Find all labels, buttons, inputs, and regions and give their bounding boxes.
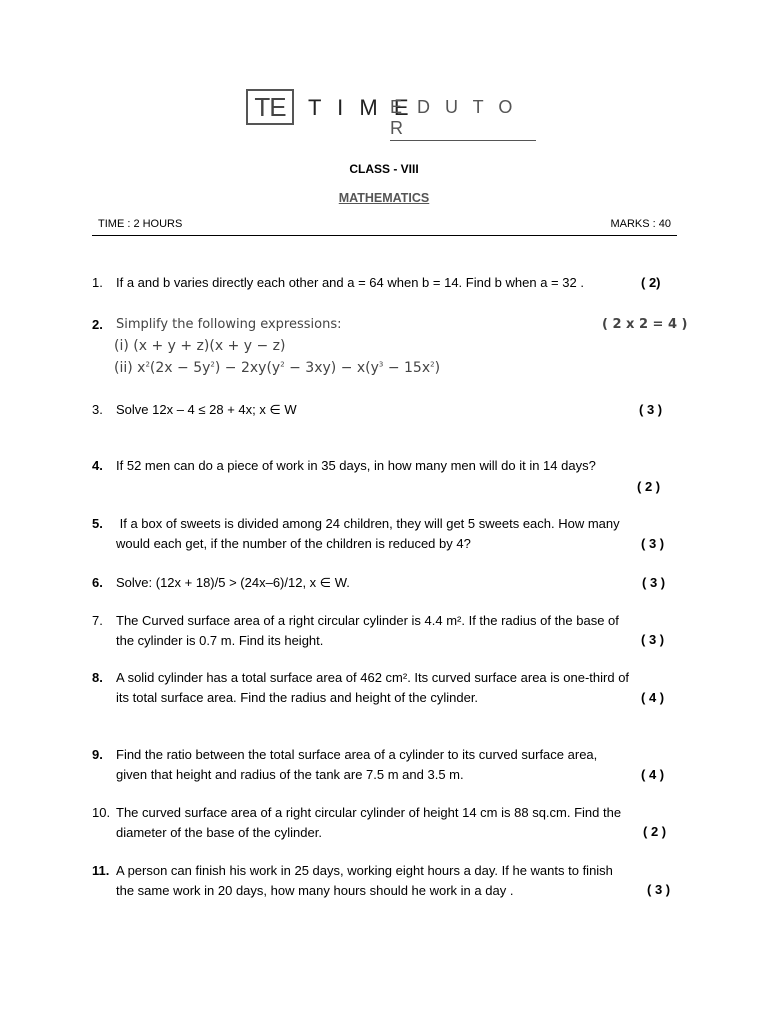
question-marks: ( 4 ) [641, 690, 665, 705]
question-10 [92, 803, 682, 842]
question-number: 3. [92, 402, 103, 417]
question-11 [92, 861, 682, 900]
question-text-line-1: The Curved surface area of a right circular cylinder is 4.4 m². If the radius of the base of [116, 613, 619, 628]
question-4 [92, 456, 682, 494]
question-text: Simplify the following expressions: [116, 317, 342, 332]
question-text-line-1: The curved surface area of a right circular cylinder of height 14 cm is 88 sq.cm. Find the [116, 805, 622, 820]
question-5 [92, 514, 682, 553]
question-marks: ( 4 ) [641, 767, 665, 782]
question-text: If 52 men can do a piece of work in 35 days, in how many men will do it in 14 days? [116, 458, 596, 473]
question-text-line-1: A person can finish his work in 25 days, working eight hours a day. If he wants to finish [116, 863, 613, 878]
brand-logo [246, 87, 518, 138]
question-1 [92, 273, 682, 293]
question-text-line-2: diameter of the base of the cylinder. [116, 824, 322, 840]
question-2 [92, 315, 688, 379]
question-text-line-2: its total surface area. Find the radius and height of the cylinder. [116, 689, 479, 705]
subject-title: MATHEMATICS [338, 191, 430, 205]
question-text: Solve: (12x + 18)/5 > (24x–6)/12, x ∈ W. [116, 575, 350, 590]
question-marks: ( 3 ) [642, 575, 666, 590]
question-number: 5. [92, 516, 103, 531]
sub-question-ii: (ii) $x^2(2x - 5y^2) - 2xy(y^2 - 3xy) - x(y^3 - 15x^2)$ [114, 359, 441, 376]
question-marks: ( 2 x 2 = 4 ) [602, 317, 688, 332]
question-marks: ( 3 ) [641, 536, 665, 551]
question-number: 9. [92, 747, 103, 762]
question-number: 1. [92, 275, 103, 290]
question-number: 6. [92, 575, 103, 590]
question-marks: ( 2 ) [643, 824, 667, 839]
question-text: If a and b varies directly each other and a = 64 when b = 14. Find b when a = 32 . [116, 275, 584, 290]
question-text-line-2: would each get, if the number of the children is reduced by 4? [116, 535, 471, 551]
question-text-line-2: given that height and radius of the tank are 7.5 m and 3.5 m. [116, 766, 464, 782]
question-marks: ( 3 ) [639, 402, 663, 417]
logo-abbrev: TE [254, 92, 286, 122]
class-label: CLASS - VIII [349, 162, 419, 176]
question-text-line-2: the same work in 20 days, how many hours should he work in a day . [116, 882, 514, 898]
question-text-line-1: If a box of sweets is divided among 24 children, they will get 5 sweets each. How many [116, 516, 620, 531]
question-number: 4. [92, 458, 103, 473]
question-3 [92, 400, 682, 420]
logo-word-edutor: E D U T O R [390, 97, 536, 141]
question-marks: ( 2 ) [637, 479, 661, 494]
question-9 [92, 745, 682, 784]
question-number: 8. [92, 670, 103, 685]
question-8 [92, 668, 682, 707]
logo-mark [246, 89, 294, 125]
question-marks: ( 3 ) [641, 632, 665, 647]
question-number: 7. [92, 613, 103, 628]
question-marks: ( 3 ) [647, 882, 671, 897]
exam-meta-row [92, 218, 677, 236]
question-number: 10. [92, 805, 111, 820]
question-text: Solve 12x – 4 ≤ 28 + 4x; x ∈ W [116, 402, 297, 417]
question-number: 11. [92, 863, 110, 878]
time-label: TIME : 2 HOURS [98, 218, 183, 230]
question-number: 2. [92, 317, 103, 332]
question-text-line-1: A solid cylinder has a total surface area of 462 cm². Its curved surface area is one-third of [116, 670, 630, 685]
logo-word-time: T I M E [308, 95, 414, 120]
question-6 [92, 573, 682, 593]
marks-label: MARKS : 40 [610, 218, 671, 230]
question-text-line-2: the cylinder is 0.7 m. Find its height. [116, 632, 324, 648]
question-text-line-1: Find the ratio between the total surface area of a cylinder to its curved surface area, [116, 747, 598, 762]
question-7 [92, 611, 682, 650]
sub-question-i: (i) (x + y + z)(x + y − z) [114, 337, 286, 354]
question-marks: ( 2) [641, 275, 661, 290]
